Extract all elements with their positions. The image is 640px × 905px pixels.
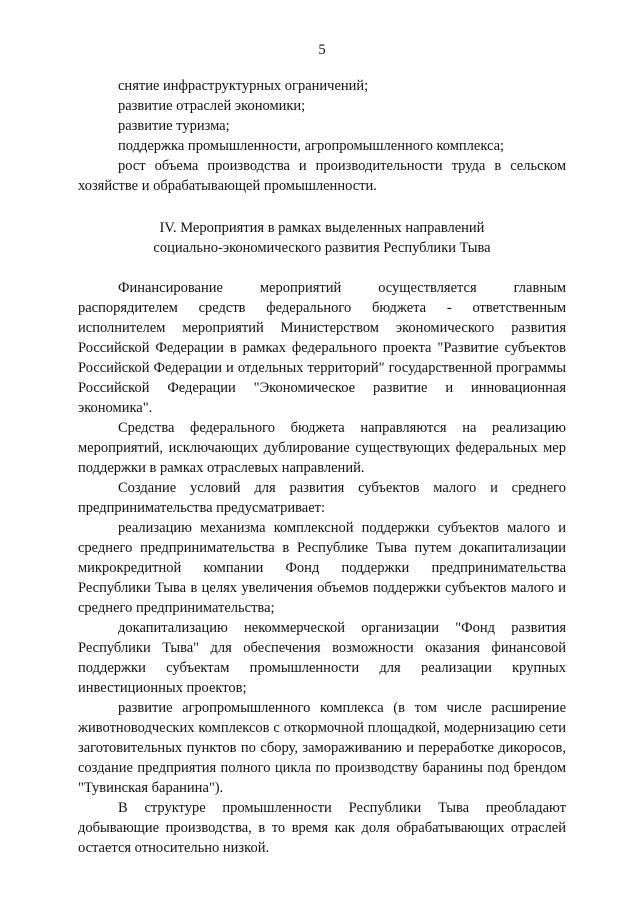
- paragraph: развитие агропромышленного комплекса (в том числе расширение животноводческих комплексов с откормочной площадкой, модернизацию сети заготовительных пунктов по сбору, замораживанию и переработке дикоросов, создание предприятия полного цикла по производству баранины под брендом "Тувинская баранина").: [78, 700, 566, 796]
- paragraph: Финансирование мероприятий осуществляется главным распорядителем средств федерального бюджета - ответственным исполнителем мероприятий Министерством экономического развития Российской Федерации в рамках федерального проекта "Развитие субъектов Российской Федерации и отдельных территорий" государственной программы Российской Федерации "Экономическое развитие и инновационная экономика".: [78, 280, 566, 416]
- intro-list: [78, 76, 566, 196]
- paragraph: В структуре промышленности Республики Тыва преобладают добывающие производства, в то время как доля обрабатывающих отраслей остается относительно низкой.: [78, 800, 566, 856]
- intro-item: развитие отраслей экономики;: [118, 98, 306, 114]
- paragraph: Создание условий для развития субъектов малого и среднего предпринимательства предусматривает:: [78, 480, 566, 516]
- intro-item: развитие туризма;: [118, 118, 230, 134]
- section-title-line: IV. Мероприятия в рамках выделенных направлений: [159, 220, 485, 236]
- page-number: 5: [318, 42, 326, 58]
- intro-item: поддержка промышленности, агропромышленного комплекса;: [118, 138, 505, 154]
- section-title-line: социально-экономического развития Республики Тыва: [153, 240, 491, 256]
- section-heading: [78, 218, 566, 258]
- intro-item: снятие инфраструктурных ограничений;: [118, 78, 369, 94]
- paragraph: Средства федерального бюджета направляются на реализацию мероприятий, исключающих дублирование существующих федеральных мер поддержки в рамках отраслевых направлений.: [78, 420, 566, 476]
- paragraph: реализацию механизма комплексной поддержки субъектов малого и среднего предпринимательства в Республике Тыва путем докапитализации микрокредитной компании Фонд поддержки предпринимательства Республики Тыва в целях увеличения объемов поддержки субъектов малого и среднего предпринимательства;: [78, 520, 566, 616]
- intro-item: рост объема производства и производительности труда в сельском хозяйстве и обрабатывающей промышленности.: [78, 158, 566, 194]
- section-body: [78, 278, 566, 858]
- paragraph: докапитализацию некоммерческой организации "Фонд развития Республики Тыва" для обеспечения возможности оказания финансовой поддержки субъектам промышленности для реализации крупных инвестиционных проектов;: [78, 620, 566, 696]
